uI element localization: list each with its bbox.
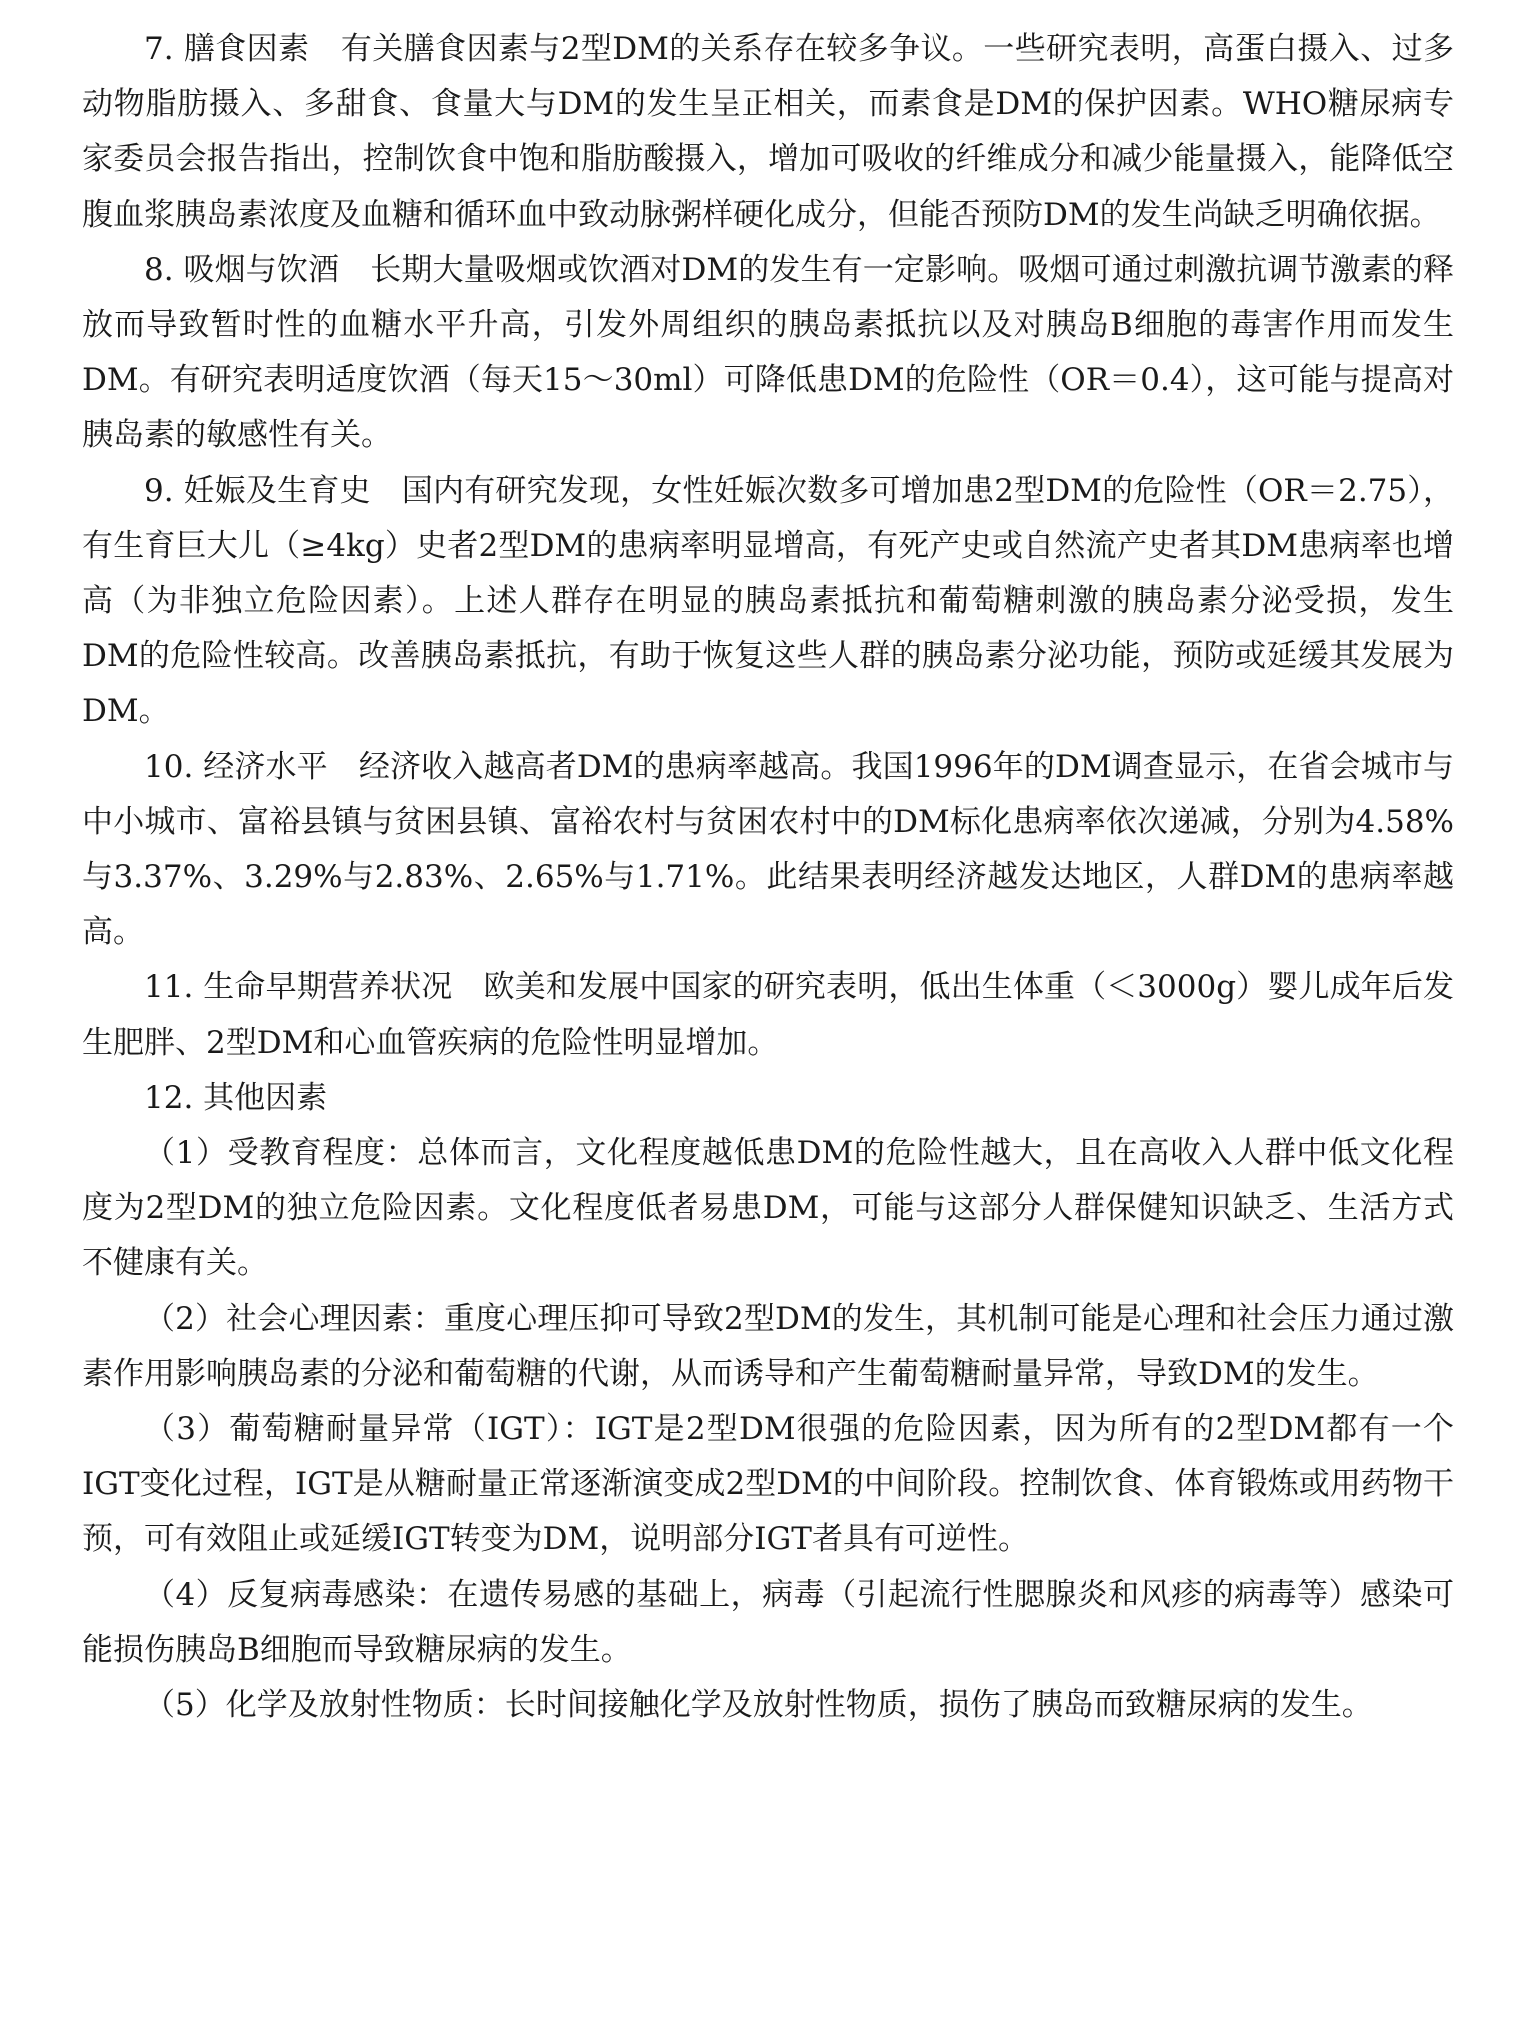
paragraph-psychosocial — [82, 1292, 1454, 1402]
paragraph-smoking-drinking — [82, 243, 1454, 464]
paragraph-body-economy: 经济收入越高者DM的患病率越高。我国1996年的DM调查显示，在省会城市与中小城市、富裕县镇与贫困县镇、富裕农村与贫困农村中的DM标化患病率依次递减，分别为4.58%与3.37%、3.29%与2.83%、2.65%与1.71%。此结果表明经济越发达地区，人群DM的患病率越高。 — [82, 748, 1454, 951]
paragraph-early-nutrition — [82, 960, 1454, 1070]
paragraph-diet — [82, 22, 1454, 243]
document-page — [82, 22, 1454, 1733]
paragraph-viral-infection — [82, 1568, 1454, 1678]
paragraph-body-early-nutrition: 欧美和发展中国家的研究表明，低出生体重（＜3000g）婴儿成年后发生肥胖、2型DM和心血管疾病的危险性明显增加。 — [82, 969, 1455, 1061]
paragraph-chemical-radiation — [82, 1678, 1454, 1733]
paragraph-igt — [82, 1402, 1454, 1568]
paragraph-body-psychosocial: （2）社会心理因素：重度心理压抑可导致2型DM的发生，其机制可能是心理和社会压力通过激素作用影响胰岛素的分泌和葡萄糖的代谢，从而诱导和产生葡萄糖耐量异常，导致DM的发生。 — [82, 1300, 1454, 1392]
paragraph-body-viral-infection: （4）反复病毒感染：在遗传易感的基础上，病毒（引起流行性腮腺炎和风疹的病毒等）感染可能损伤胰岛B细胞而导致糖尿病的发生。 — [82, 1576, 1454, 1668]
paragraph-body-pregnancy: 国内有研究发现，女性妊娠次数多可增加患2型DM的危险性（OR＝2.75），有生育巨大儿（≥4kg）史者2型DM的患病率明显增高，有死产史或自然流产史者其DM患病率也增高（为非独立危险因素）。上述人群存在明显的胰岛素抵抗和葡萄糖刺激的胰岛素分泌受损，发生DM的危险性较高。改善胰岛素抵抗，有助于恢复这些人群的胰岛素分泌功能，预防或延缓其发展为DM。 — [82, 472, 1454, 730]
paragraph-other-factors — [82, 1071, 1454, 1126]
section-heading-diet: 7. 膳食因素 — [144, 31, 310, 67]
paragraph-body-chemical-radiation: （5）化学及放射性物质：长时间接触化学及放射性物质，损伤了胰岛而致糖尿病的发生。 — [144, 1687, 1373, 1724]
section-heading-early-nutrition: 11. 生命早期营养状况 — [144, 969, 453, 1006]
paragraph-education — [82, 1126, 1454, 1292]
section-heading-other-factors: 12. 其他因素 — [144, 1079, 328, 1116]
section-heading-economy: 10. 经济水平 — [144, 748, 328, 785]
paragraph-body-smoking-drinking: 长期大量吸烟或饮酒对DM的发生有一定影响。吸烟可通过刺激抗调节激素的释放而导致暂时性的血糖水平升高，引发外周组织的胰岛素抵抗以及对胰岛B细胞的毒害作用而发生DM。有研究表明适度饮酒（每天15～30ml）可降低患DM的危险性（OR＝0.4），这可能与提高对胰岛素的敏感性有关。 — [82, 251, 1455, 454]
section-heading-pregnancy: 9. 妊娠及生育史 — [144, 472, 371, 509]
paragraph-economy — [82, 740, 1454, 961]
paragraph-body-diet: 有关膳食因素与2型DM的关系存在较多争议。一些研究表明，高蛋白摄入、过多动物脂肪摄入、多甜食、食量大与DM的发生呈正相关，而素食是DM的保护因素。WHO糖尿病专家委员会报告指出，控制饮食中饱和脂肪酸摄入，增加可吸收的纤维成分和减少能量摄入，能降低空腹血浆胰岛素浓度及血糖和循环血中致动脉粥样硬化成分，但能否预防DM的发生尚缺乏明确依据。 — [82, 31, 1454, 233]
paragraph-body-education: （1）受教育程度：总体而言，文化程度越低患DM的危险性越大，且在高收入人群中低文化程度为2型DM的独立危险因素。文化程度低者易患DM，可能与这部分人群保健知识缺乏、生活方式不健康有关。 — [82, 1135, 1454, 1282]
paragraph-body-igt: （3）葡萄糖耐量异常（IGT）：IGT是2型DM很强的危险因素，因为所有的2型DM都有一个IGT变化过程，IGT是从糖耐量正常逐渐演变成2型DM的中间阶段。控制饮食、体育锻炼或用药物干预，可有效阻止或延缓IGT转变为DM，说明部分IGT者具有可逆性。 — [82, 1411, 1454, 1558]
paragraph-pregnancy — [82, 464, 1454, 740]
section-heading-smoking-drinking: 8. 吸烟与饮酒 — [144, 251, 340, 288]
